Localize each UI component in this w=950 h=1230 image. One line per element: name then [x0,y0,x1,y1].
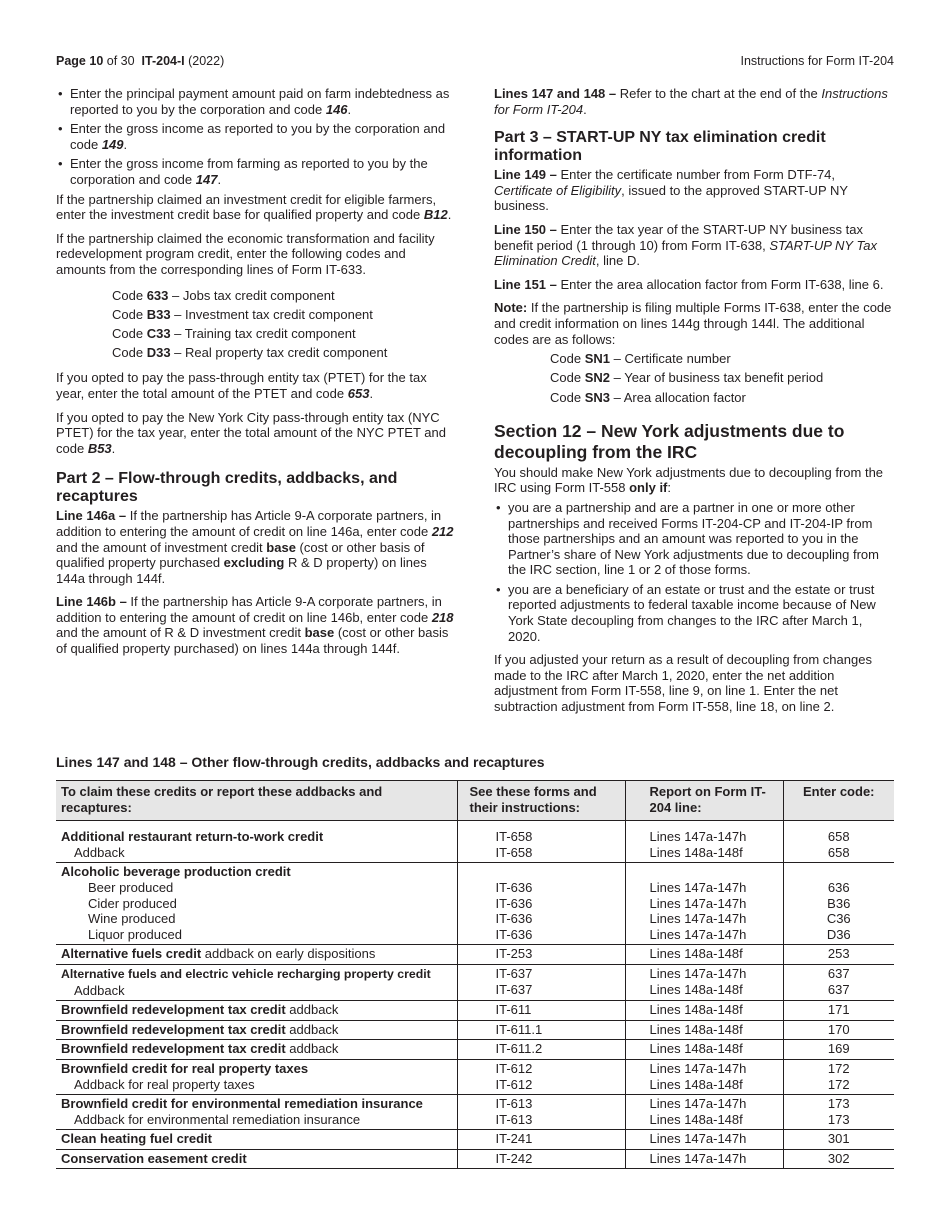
paragraph: If you adjusted your return as a result of decoupling from changes made to the IRC after March 1, 2020, enter the net addition adjustment from Form IT-558, line 9, on line 1. Enter the net subtraction adjustment from Form IT-558, line 18, on line 2. [494,652,872,715]
credit-name-cell [56,1149,457,1169]
cell-line: IT-611 [495,1002,532,1018]
report-line-cell [625,964,783,1000]
credit-name-cell [56,1020,457,1040]
credit-name-cell [56,1059,457,1094]
credit-line: Cider produced [88,895,177,911]
cell-line: Lines 147a-147h [649,895,747,911]
cell-line: 301 [827,1131,850,1147]
cell-line: Lines 148a-148f [649,1021,743,1037]
cell-line [496,864,620,880]
code-entry: Code B33 – Investment tax credit component [112,306,373,322]
cell-line: Lines 147a-147h [649,1096,747,1112]
report-line-cell [625,1130,783,1150]
code-entry: Code 633 – Jobs tax credit component [112,287,335,303]
cell-line: IT-613 [495,1111,533,1127]
table-row [56,1040,894,1060]
cell-line: C36 [826,911,851,927]
cell-line: IT-613 [495,1096,533,1112]
cell-line: Lines 148a-148f [649,946,743,962]
cell-line [789,864,890,880]
code-entry: Code SN1 – Certificate number [550,351,731,367]
table-row [56,964,894,1000]
cell-line: 637 [827,965,850,981]
cell-line: Lines 147a-147h [649,965,747,981]
cell-line: Lines 147a-147h [649,879,747,895]
credit-line: Addback [74,982,125,998]
code-cell [783,1149,894,1169]
cell-line: IT-612 [495,1060,533,1076]
column-header: Enter code: [783,781,894,821]
cell-line: Lines 148a-148f [649,1041,743,1057]
cell-line: Lines 147a-147h [649,926,747,942]
table-row [56,1130,894,1150]
credit-name-cell [56,1001,457,1021]
cell-line: IT-242 [495,1150,533,1166]
credit-line: Brownfield credit for environmental remediation insurance [61,1096,423,1112]
code-cell [783,1020,894,1040]
paragraph: Line 146b – If the partnership has Article 9-A corporate partners, in addition to entering the amount of credit on line 146b, enter code 218 and the amount of R & D investment credit base (cost or other basis of qualified property purchased) on lines 144a through 144f. [56,594,454,657]
cell-line: IT-253 [495,946,533,962]
cell-line: 302 [827,1150,850,1166]
paragraph: Note: If the partnership is filing multiple Forms IT-638, enter the code and credit information on lines 144g through 144l. The additional codes are as follows: [494,300,892,347]
code-cell [783,1059,894,1094]
cell-line: Lines 147a-147h [649,911,747,927]
paragraph: Line 149 – Enter the certificate number from Form DTF-74, Certificate of Eligibility, issued to the approved START-UP NY business. [494,167,848,214]
paragraph: If the partnership claimed an investment credit for eligible farmers, enter the investment credit base for qualified property and code B12. [56,191,452,223]
cell-line: 173 [827,1111,850,1127]
cell-line: 170 [827,1021,850,1037]
bullet-item: • Enter the gross income from farming as reported to you by the corporation and code 147. [56,156,456,187]
form-cell [457,1001,625,1021]
form-cell [457,964,625,1000]
page-label: Page [56,54,86,68]
cell-line: 658 [827,829,850,845]
report-line-cell [625,945,783,965]
cell-line: IT-637 [495,981,533,997]
column-header: See these forms and their instructions: [457,781,625,821]
page-number: 10 [89,54,104,68]
credit-line: Addback for environmental remediation insurance [74,1111,361,1127]
section-heading: Section 12 – New York adjustments due to decoupling from the IRC [494,420,845,462]
code-cell [783,1040,894,1060]
paragraph: If the partnership claimed the economic transformation and facility redevelopment program credit, enter the following codes and amounts from the corresponding lines of Form IT-633. [56,230,435,277]
cell-line: 169 [827,1041,850,1057]
page-count: of 30 [106,54,135,68]
cell-line: 172 [827,1076,850,1092]
cell-line: IT-611.2 [495,1041,543,1057]
code-cell [783,863,894,945]
cell-line: 636 [827,879,850,895]
code-bullet-list [56,86,456,188]
form-year: (2022) [188,54,225,68]
cell-line: B36 [827,895,851,911]
table-body [56,821,894,1169]
cell-line: IT-658 [495,829,533,845]
form-cell [457,821,625,863]
table-row [56,945,894,965]
column-header: Report on Form IT-204 line: [625,781,783,821]
credit-name-cell [56,1040,457,1060]
cell-line: Lines 147a-147h [649,1060,747,1076]
code-cell [783,1130,894,1150]
cell-line: IT-612 [495,1076,533,1092]
credit-line: Clean heating fuel credit [61,1131,212,1147]
cell-line: 173 [827,1096,850,1112]
left-column [56,86,456,665]
credit-line: Beer produced [88,879,174,895]
table-row [56,1059,894,1094]
cell-line: IT-241 [495,1131,533,1147]
cell-line: IT-636 [495,911,533,927]
code-cell [783,821,894,863]
page-header-left [56,54,224,70]
form-code: IT-204-I [141,54,185,68]
code-cell [783,964,894,1000]
cell-line: D36 [826,926,851,942]
cell-line: Lines 147a-147h [649,829,747,845]
form-cell [457,945,625,965]
credit-line: Conservation easement credit [61,1150,247,1166]
credit-name-cell [56,964,457,1000]
credit-line: Brownfield redevelopment tax credit addback [61,1041,339,1057]
code-cell [783,945,894,965]
credit-name-cell [56,863,457,945]
paragraph: You should make New York adjustments due to decoupling from the IRC using Form IT-558 only if: [494,464,884,496]
cell-line: 172 [827,1060,850,1076]
report-line-cell [625,1001,783,1021]
paragraph: If you opted to pay the pass-through entity tax (PTET) for the tax year, enter the total amount of the PTET and code 653. [56,370,427,401]
bullet-item: • you are a partnership and are a partner in one or more other partnerships and received Forms IT-204-CP and IT-204-IP from those partnerships and an amount was reported to you in the Partner’s share of New York adjustments due to decoupling from the IRC section, line 1 or 2 of those forms. [494,500,894,578]
condition-bullet-list [494,500,894,644]
cell-line: 253 [827,946,850,962]
code-list [550,349,894,407]
table-row [56,821,894,863]
report-line-cell [625,1149,783,1169]
cell-line: Lines 148a-148f [649,1111,743,1127]
code-entry: Code C33 – Training tax credit component [112,325,356,341]
report-line-cell [625,1020,783,1040]
form-cell [457,1020,625,1040]
cell-line: Lines 148a-148f [649,981,743,997]
credit-line: Brownfield credit for real property taxes [61,1060,309,1076]
form-cell [457,1149,625,1169]
credit-line: Alternative fuels and electric vehicle recharging property credit [61,966,431,981]
paragraph: Line 150 – Enter the tax year of the START-UP NY business tax benefit period (1 through 10) from Form IT-638, START-UP NY Tax Elimination Credit, line D. [494,221,877,269]
credit-name-cell [56,1130,457,1150]
report-line-cell [625,1040,783,1060]
code-entry: Code SN3 – Area allocation factor [550,389,746,405]
right-column [494,86,894,723]
credit-line: Addback for real property taxes [74,1076,255,1092]
cell-line: IT-611.1 [495,1021,543,1037]
cell-line: Lines 147a-147h [649,1150,747,1166]
cell-line: 637 [827,981,850,997]
bullet-item: • Enter the principal payment amount paid on farm indebtedness as reported to you by the corporation and code 146. [56,86,456,117]
credit-name-cell [56,945,457,965]
credit-line: Alternative fuels credit addback on early dispositions [61,946,376,962]
credit-line: Alcoholic beverage production credit [61,864,291,880]
table-row [56,863,894,945]
code-cell [783,1095,894,1130]
credit-line: Brownfield redevelopment tax credit addback [61,1021,339,1037]
cell-line: IT-636 [495,895,533,911]
cell-line: IT-658 [495,844,533,860]
report-line-cell [625,1059,783,1094]
table-row [56,1020,894,1040]
report-line-cell [625,821,783,863]
credit-name-cell [56,821,457,863]
paragraph: Line 151 – Enter the area allocation factor from Form IT-638, line 6. [494,276,884,292]
code-entry: Code D33 – Real property tax credit component [112,345,388,361]
paragraph: Lines 147 and 148 – Refer to the chart at the end of the Instructions for Form IT-204. [494,86,888,117]
cell-line: IT-636 [495,926,533,942]
cell-line: IT-636 [495,879,533,895]
code-entry: Code SN2 – Year of business tax benefit period [550,370,824,386]
cell-line: 171 [827,1002,850,1018]
credit-line: Addback [74,844,125,860]
report-line-cell [625,1095,783,1130]
cell-line: Lines 147a-147h [649,1131,747,1147]
credits-table [56,780,894,1169]
paragraph: Line 146a – If the partnership has Article 9-A corporate partners, in addition to entering the amount of credit on line 146a, enter code 212 and the amount of investment credit base (cost or other basis of qualified property purchased excluding R & D property) on lines 144a through 144f. [56,508,454,586]
paragraph: If you opted to pay the New York City pass-through entity tax (NYC PTET) for the tax year, enter the total amount of the NYC PTET and code B53. [56,409,446,456]
page-header [56,54,894,70]
code-cell [783,1001,894,1021]
cell-line: 658 [827,844,850,860]
bullet-item: • Enter the gross income as reported to you by the corporation and code 149. [56,121,456,152]
document-title: Instructions for Form IT-204 [740,54,894,68]
credit-name-cell [56,1095,457,1130]
cell-line: Lines 148a-148f [649,1002,743,1018]
credit-line: Additional restaurant return-to-work credit [61,829,324,845]
report-line-cell [625,863,783,945]
cell-line: Lines 148a-148f [649,1076,743,1092]
column-header: To claim these credits or report these addbacks and recaptures: [56,781,457,821]
form-cell [457,1095,625,1130]
section-heading: Part 3 – START-UP NY tax elimination credit information [494,129,826,165]
form-cell [457,1059,625,1094]
cell-line: Lines 148a-148f [649,844,743,860]
cell-line: IT-637 [495,965,533,981]
credit-line: Liquor produced [88,926,182,942]
table-row [56,1149,894,1169]
code-list [112,286,456,363]
credit-line: Brownfield redevelopment tax credit addback [61,1002,339,1018]
cell-line [650,864,778,880]
table-header-row [56,781,894,821]
bullet-item: • you are a beneficiary of an estate or trust and the estate or trust reported adjustments to federal taxable income because of New York State decoupling from changes to the IRC after March 1, 2020. [494,582,894,644]
table-title: Lines 147 and 148 – Other flow-through credits, addbacks and recaptures [56,754,545,770]
form-cell [457,1040,625,1060]
table-row [56,1095,894,1130]
credit-line: Wine produced [88,911,176,927]
table-row [56,1001,894,1021]
form-cell [457,1130,625,1150]
section-heading: Part 2 – Flow-through credits, addbacks, and recaptures [56,470,398,506]
form-cell [457,863,625,945]
